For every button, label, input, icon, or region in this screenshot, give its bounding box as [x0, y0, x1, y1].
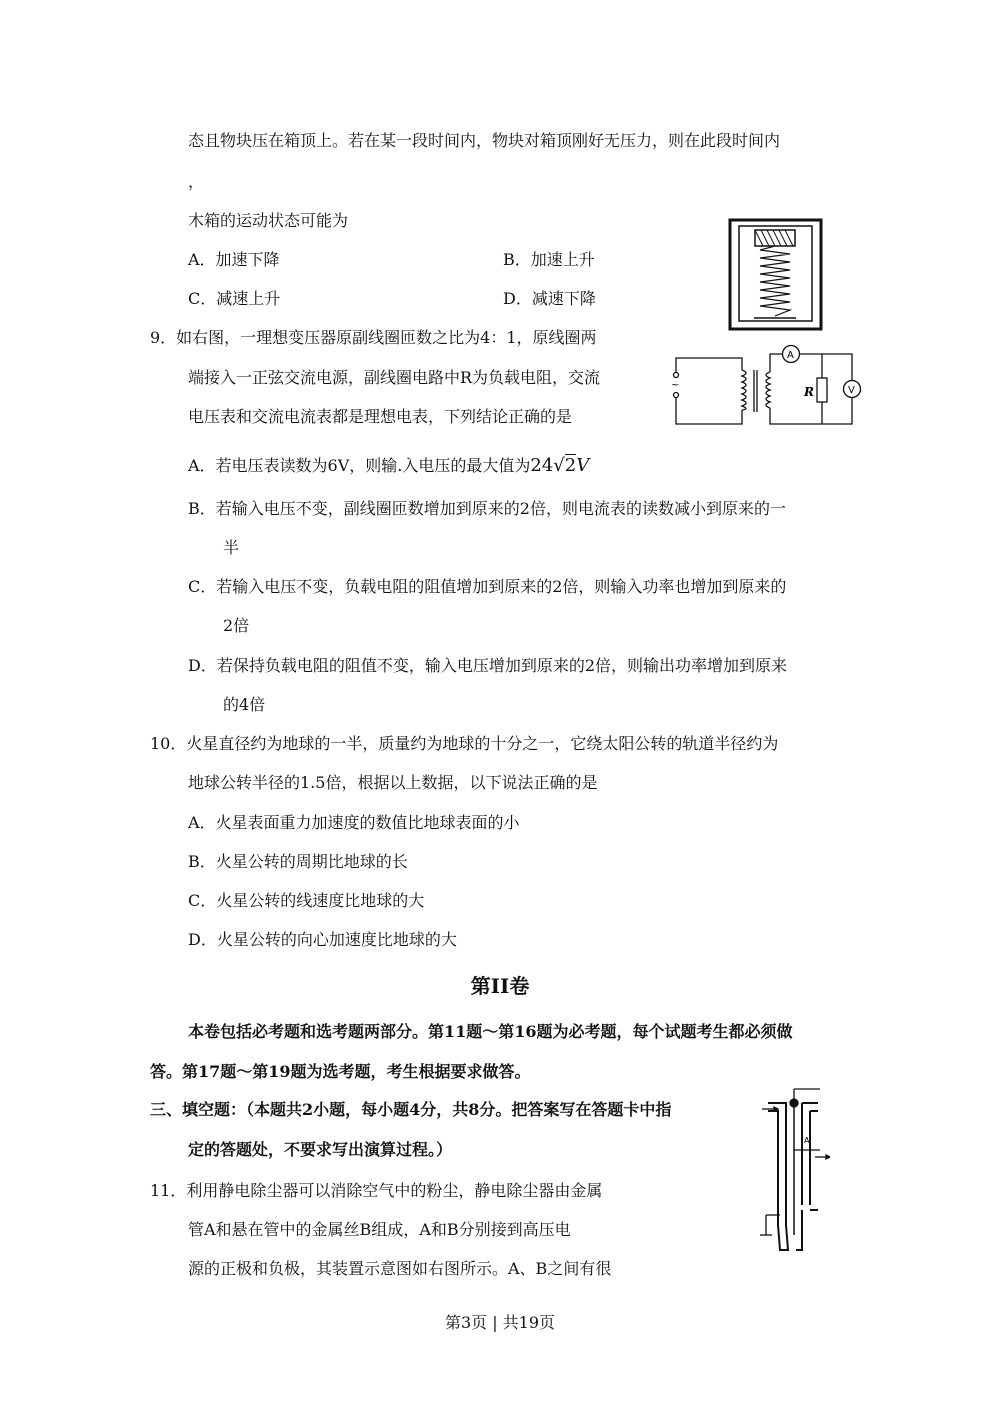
q10-line-1: 10．火星直径约为地球的一半，质量约为地球的十分之一，它绕太阳公转的轨道半径约为: [150, 734, 779, 753]
q11-line-2: 管A和悬在管中的金属丝B组成，A和B分别接到高压电: [188, 1220, 571, 1239]
q8-line-1: 态且物块压在箱顶上。若在某一段时间内，物块对箱顶刚好无压力，则在此段时间内: [188, 131, 781, 150]
q8-option-a: A．加速下降: [188, 250, 280, 269]
q9-option-d-line-1: D．若保持负载电阻的阻值不变，输入电压增加到原来的2倍，则输出功率增加到原来: [188, 656, 788, 675]
q11-line-3: 源的正极和负极，其装置示意图如右图所示。A、B之间有很: [188, 1259, 612, 1278]
svg-text:~: ~: [671, 380, 680, 391]
q10-option-c: C．火星公转的线速度比地球的大: [188, 891, 425, 910]
q9-line-3: 电压表和交流电流表都是理想电表，下列结论正确的是: [188, 407, 573, 426]
q9-line-2: 端接入一正弦交流电源，副线圈电路中R为负载电阻，交流: [188, 368, 601, 387]
math-radicand: 2: [564, 455, 577, 476]
tube-label: A: [804, 1136, 810, 1145]
q9-option-b-line-2: 半: [223, 538, 240, 557]
q8-line-2: ，: [188, 172, 205, 191]
q10-option-b: B．火星公转的周期比地球的长: [188, 852, 408, 871]
resistor-label: R: [804, 385, 814, 399]
q9-line-1: 9．如右图，一理想变压器原副线圈匝数之比为4：1，原线圈两: [150, 328, 597, 347]
q10-line-2: 地球公转半径的1.5倍，根据以上数据，以下说法正确的是: [188, 773, 598, 792]
part-ii-title: 第II卷: [470, 974, 530, 998]
q9-option-d-line-2: 的4倍: [223, 695, 266, 714]
q9-option-a-math: [530, 454, 589, 476]
sqrt-symbol: √: [553, 455, 565, 476]
part-ii-intro-line-1: 本卷包括必考题和选考题两部分。第11题～第16题为必考题，每个试题考生都必须做: [188, 1022, 793, 1041]
q8-option-d: D．减速下降: [503, 289, 596, 308]
section-3-heading-line-2: 定的答题处，不要求写出演算过程。）: [188, 1140, 453, 1159]
q8-option-c: C．减速上升: [188, 289, 281, 308]
q11-line-1: 11．利用静电除尘器可以消除空气中的粉尘，静电除尘器由金属: [150, 1181, 603, 1200]
part-ii-intro-line-2: 答。第17题～第19题为选考题，考生根据要求做答。: [150, 1062, 531, 1081]
q9-option-c-line-2: 2倍: [223, 616, 250, 635]
voltmeter-label: V: [848, 385, 855, 396]
math-coefficient: 24: [530, 455, 554, 476]
box-spring-figure: [728, 218, 823, 331]
q9-option-a: [188, 456, 589, 476]
math-unit: V: [576, 455, 590, 476]
q9-option-a-text: A．若电压表读数为6V，则输.入电压的最大值为: [188, 456, 531, 475]
transformer-circuit-figure: [662, 340, 867, 430]
q8-option-b: B．加速上升: [503, 250, 595, 269]
q10-option-d: D．火星公转的向心加速度比地球的大: [188, 930, 457, 949]
q9-option-b-line-1: B．若输入电压不变，副线圈匝数增加到原来的2倍，则电流表的读数减小到原来的一: [188, 499, 786, 518]
precipitator-figure: [760, 1085, 830, 1255]
q10-option-a: A．火星表面重力加速度的数值比地球表面的小: [188, 813, 520, 832]
page-footer: 第3页 | 共19页: [444, 1313, 556, 1332]
section-3-heading-line-1: 三、填空题：（本题共2小题，每小题4分，共8分。把答案写在答题卡中指: [150, 1100, 672, 1119]
q9-option-c-line-1: C．若输入电压不变，负载电阻的阻值增加到原来的2倍，则输入功率也增加到原来的: [188, 577, 787, 596]
q8-line-3: 木箱的运动状态可能为: [188, 211, 349, 230]
ammeter-label: A: [787, 350, 794, 361]
